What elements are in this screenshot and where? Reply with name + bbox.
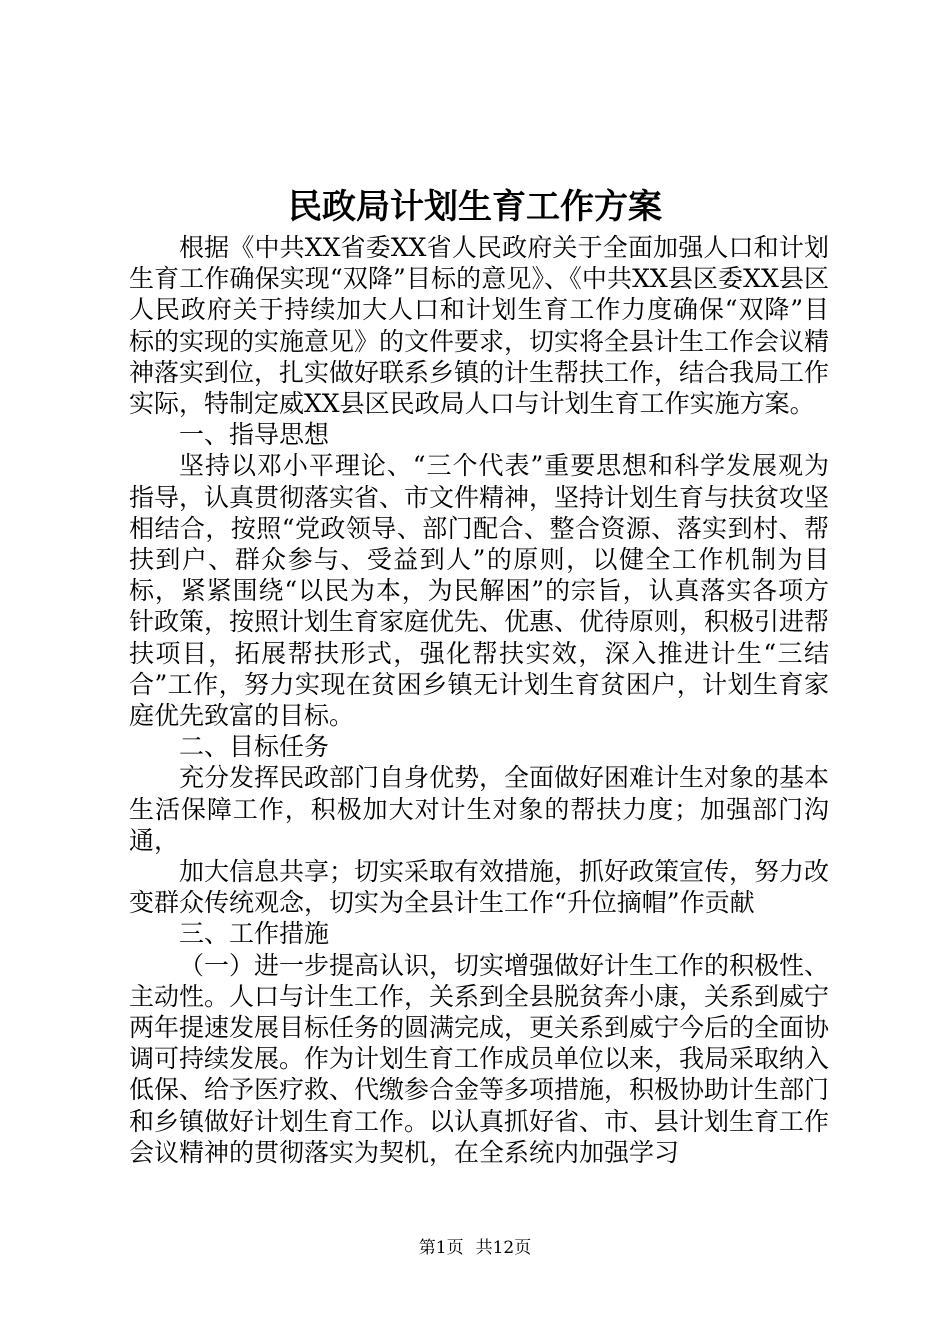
objectives-paragraph-1: 充分发挥民政部门自身优势，全面做好困难计生对象的基本生活保障工作，积极加大对计生对象的帮扶力度；加强部门沟通， <box>129 763 830 855</box>
intro-paragraph: 根据《中共XX省委XX省人民政府关于全面加强人口和计划生育工作确保实现“双降”目标的意见》、《中共XX县区委XX县区人民政府关于持续加大人口和计划生育工作力度确保“双降”目标的实现的实施意见》的文件要求，切实将全县计生工作会议精神落实到位，扎实做好联系乡镇的计生帮扶工作，结合我局工作实际，特制定威XX县区民政局人口与计划生育工作实施方案。 <box>129 233 830 419</box>
page-number: 第1页 <box>418 1238 464 1258</box>
document-body <box>129 232 829 1168</box>
section-heading-guiding-thought: 一、指导思想 <box>179 420 330 450</box>
guiding-thought-paragraph: 坚持以邓小平理论、“三个代表”重要思想和科学发展观为指导，认真贯彻落实省、市文件精神，坚持计划生育与扶贫攻坚相结合，按照“党政领导、部门配合、整合资源、落实到村、帮扶到户、群众参与、受益到人”的原则，以健全工作机制为目标，紧紧围绕“以民为本，为民解困”的宗旨，认真落实各项方针政策，按照计划生育家庭优先、优惠、优待原则，积极引进帮扶项目，拓展帮扶形式，强化帮扶实效，深入推进计生“三结合”工作，努力实现在贫困乡镇无计划生育贫困户，计划生育家庭优先致富的目标。 <box>129 451 830 731</box>
measures-paragraph-1: （一）进一步提高认识，切实增强做好计生工作的积极性、主动性。人口与计生工作，关系到全县脱贫奔小康，关系到威宁两年提速发展目标任务的圆满完成，更关系到威宁今后的全面协调可持续发展。作为计划生育工作成员单位以来，我局采取纳入低保、给予医疗救、代缴参合金等多项措施，积极协助计生部门和乡镇做好计划生育工作。以认真抓好省、市、县计划生育工作会议精神的贯彻落实为契机，在全系统内加强学习 <box>129 950 830 1167</box>
document-title: 民政局计划生育工作方案 <box>288 187 662 227</box>
section-heading-measures: 三、工作措施 <box>179 919 330 949</box>
page-total: 共12页 <box>475 1238 532 1258</box>
section-heading-objectives: 二、目标任务 <box>179 732 330 762</box>
page-footer <box>0 1236 950 1260</box>
objectives-paragraph-2: 加大信息共享；切实采取有效措施，抓好政策宣传，努力改变群众传统观念，切实为全县计生工作“升位摘帽”作贡献 <box>129 857 830 918</box>
